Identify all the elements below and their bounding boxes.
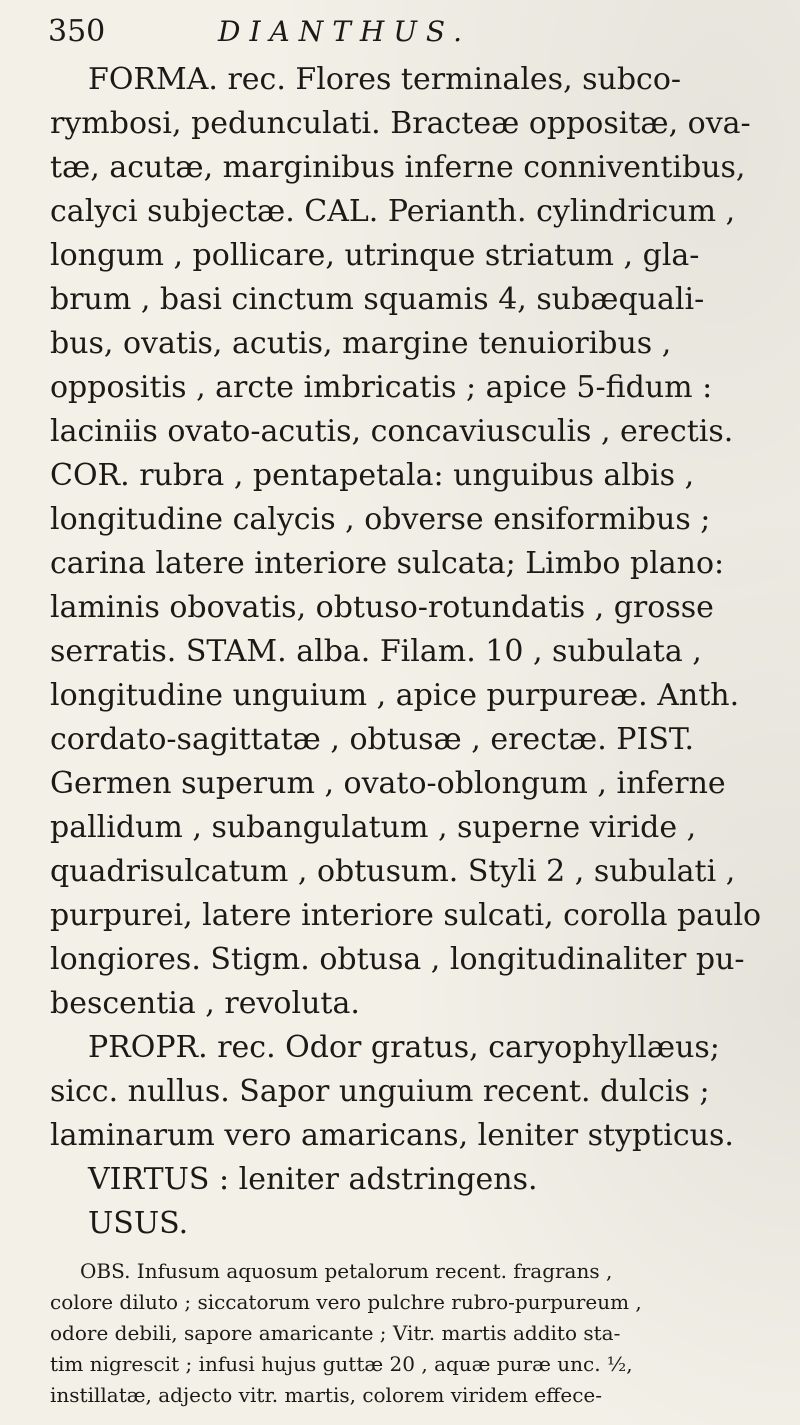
text-line: carina latere interiore sulcata; Limbo plano: xyxy=(50,546,725,581)
text-line: brum , basi cinctum squamis 4, subæquali- xyxy=(50,282,705,317)
text-line: rymbosi, pedunculati. Bracteæ oppositæ, ova- xyxy=(50,106,751,141)
main-text xyxy=(50,58,780,1411)
text-line: COR. rubra , pentapetala: unguibus albis , xyxy=(50,458,695,493)
text-line: longitudine unguium , apice purpureæ. Anth. xyxy=(50,678,740,713)
text-line: cordato-sagittatæ , obtusæ , erectæ. PIST. xyxy=(50,722,695,757)
text-line: bescentia , revoluta. xyxy=(50,986,360,1021)
running-title: DIANTHUS. xyxy=(218,15,472,48)
text-line: laciniis ovato-acutis, concaviusculis , erectis. xyxy=(50,414,734,449)
note-line: tim nigrescit ; infusi hujus guttæ 20 , aquæ puræ unc. ½, xyxy=(50,1352,633,1376)
text-line: sicc. nullus. Sapor unguium recent. dulcis ; xyxy=(50,1074,710,1109)
text-line: Germen superum , ovato-oblongum , inferne xyxy=(50,766,726,801)
text-line: laminis obovatis, obtuso-rotundatis , grosse xyxy=(50,590,714,625)
text-line: serratis. STAM. alba. Filam. 10 , subulata , xyxy=(50,634,702,669)
note-line: OBS. Infusum aquosum petalorum recent. fragrans , xyxy=(80,1259,613,1283)
text-line: PROPR. rec. Odor gratus, caryophyllæus; xyxy=(88,1030,720,1065)
text-line: calyci subjectæ. CAL. Perianth. cylindricum , xyxy=(50,194,736,229)
text-line: tæ, acutæ, marginibus inferne conniventibus, xyxy=(50,150,746,185)
text-line: oppositis , arcte imbricatis ; apice 5-fidum : xyxy=(50,370,713,405)
note-line: odore debili, sapore amaricante ; Vitr. martis addito sta- xyxy=(50,1321,621,1345)
text-line: laminarum vero amaricans, leniter stypticus. xyxy=(50,1118,734,1153)
text-line: quadrisulcatum , obtusum. Styli 2 , subulati , xyxy=(50,854,736,889)
text-line: purpurei, latere interiore sulcati, corolla paulo xyxy=(50,898,762,933)
text-line: pallidum , subangulatum , superne viride , xyxy=(50,810,697,845)
text-line: VIRTUS : leniter adstringens. xyxy=(88,1162,538,1197)
text-line: longiores. Stigm. obtusa , longitudinaliter pu- xyxy=(50,942,745,977)
page-number: 350 xyxy=(48,14,106,49)
text-line: FORMA. rec. Flores terminales, subco- xyxy=(88,62,682,97)
text-line: longitudine calycis , obverse ensiformibus ; xyxy=(50,502,711,537)
text-line: bus, ovatis, acutis, margine tenuioribus , xyxy=(50,326,672,361)
note-line: colore diluto ; siccatorum vero pulchre rubro-purpureum , xyxy=(50,1290,642,1314)
note-line: instillatæ, adjecto vitr. martis, colorem viridem effece- xyxy=(50,1383,603,1407)
text-line: longum , pollicare, utrinque striatum , gla- xyxy=(50,238,700,273)
page-header xyxy=(48,8,768,56)
text-line: USUS. xyxy=(88,1206,189,1241)
